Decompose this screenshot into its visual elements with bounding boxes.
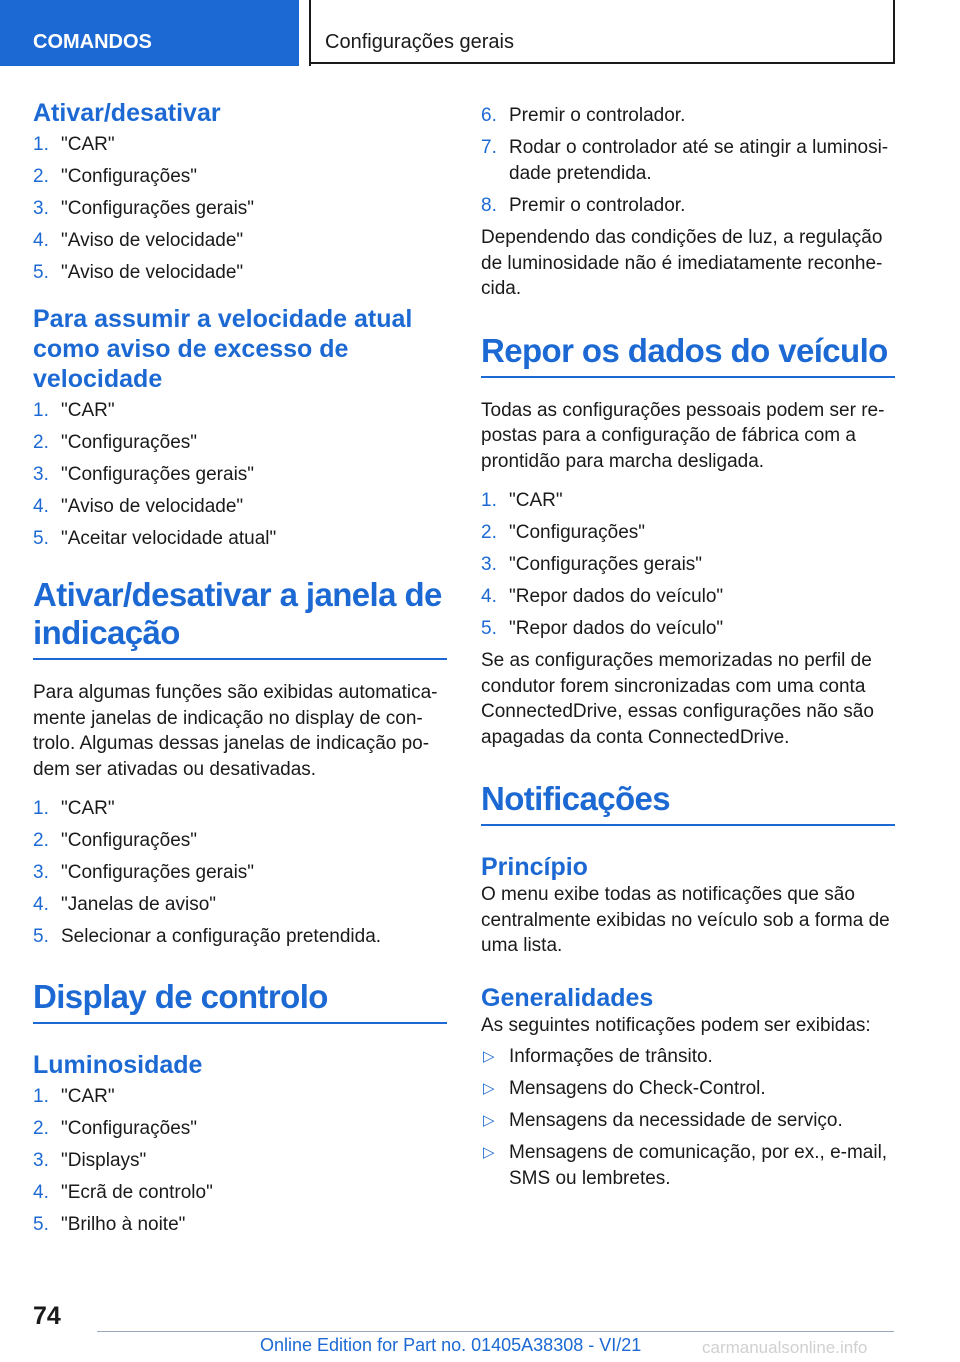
watermark-text: carmanualsonline.info (702, 1338, 868, 1357)
footer-edition: Online Edition for Part no. 01405A38308 - VI/21 (260, 1335, 642, 1355)
chapter-title: Configurações gerais (311, 0, 895, 64)
list-item: 1. "CAR" (33, 798, 115, 819)
heading-assumir-velocidade: Para assumir a velocidade atual como aviso de excesso de velocidade (33, 305, 413, 393)
steps-list-5 (481, 488, 895, 642)
list-item: ▷ Mensagens do Check-Control. (481, 1076, 895, 1102)
triangle-bullet-icon: ▷ (483, 1080, 495, 1097)
list-item: 2. "Configurações" (481, 522, 646, 543)
list-item: 1. "CAR" (33, 134, 115, 155)
heading-principio: Princípio (481, 853, 588, 881)
list-item: 4. "Ecrã de controlo" (33, 1182, 213, 1203)
list-item: 3. "Configurações gerais" (33, 862, 255, 883)
heading-display-controlo: Display de controlo (33, 978, 447, 1024)
list-item: ▷ Mensagens de comunicação, por ex., e-mail, SMS ou lembretes. (483, 1142, 888, 1189)
section-tab: COMANDOS (0, 0, 299, 66)
list-item: 4. "Aviso de velocidade" (33, 230, 244, 251)
list-item: 5. "Aviso de velocidade" (33, 262, 244, 283)
left-column (33, 98, 447, 1244)
heading-repor-dados: Repor os dados do veículo (481, 332, 895, 378)
paragraph-janela: Para algumas funções são exibidas automatica-mente janelas de indicação no display de con-trolo. Algumas dessas janelas de indicação po-dem ser ativadas ou desativadas. (33, 682, 438, 780)
list-item: 4. "Repor dados do veículo" (481, 586, 724, 607)
steps-list-1 (33, 132, 447, 286)
paragraph-luminosidade: Dependendo das condições de luz, a regulação de luminosidade não é imediatamente reconhe-cida. (481, 227, 883, 299)
list-item: 2. "Configurações" (33, 1118, 198, 1139)
list-item: 4. "Aviso de velocidade" (33, 496, 244, 517)
list-item: 1. "CAR" (481, 490, 563, 511)
steps-list-4 (33, 1084, 447, 1238)
list-item: 5. Selecionar a configuração pretendida. (33, 926, 382, 947)
paragraph-repor: Todas as configurações pessoais podem ser re-postas para a configuração de fábrica com a prontidão para marcha desligada. (481, 399, 885, 472)
triangle-bullet-icon: ▷ (483, 1048, 495, 1065)
steps-list-3 (33, 796, 447, 950)
heading-generalidades: Generalidades (481, 983, 654, 1012)
heading-notificacoes: Notificações (481, 780, 895, 826)
list-item: 8. Premir o controlador. (481, 195, 686, 216)
list-item: 3. "Configurações gerais" (481, 554, 703, 575)
list-item: ▷ Informações de trânsito. (481, 1044, 895, 1070)
list-item: 1. "CAR" (33, 400, 115, 421)
triangle-bullet-icon: ▷ (483, 1112, 495, 1129)
list-item: 2. "Configurações" (33, 166, 198, 187)
footer-divider (97, 1331, 894, 1332)
list-item: 5. "Repor dados do veículo" (481, 618, 724, 639)
paragraph-connecteddrive: Se as configurações memorizadas no perfil de condutor forem sincronizadas com uma conta ConnectedDrive, essas configurações não são apagadas da conta ConnectedDrive. (481, 650, 874, 748)
list-item: 5. "Brilho à noite" (33, 1214, 186, 1235)
list-item: 3. "Configurações gerais" (33, 464, 255, 485)
list-item: 2. "Configurações" (33, 830, 198, 851)
steps-list-2 (33, 398, 447, 552)
list-item: 1. "CAR" (33, 1086, 115, 1107)
list-item: 7. Rodar o controlador até se atingir a luminosi-dade pretendida. (481, 137, 889, 184)
heading-ativar-desativar: Ativar/desativar (33, 99, 221, 127)
heading-janela-indicacao: Ativar/desativar a janela de indicação (33, 576, 447, 660)
bullet-list-notificacoes (481, 1044, 895, 1192)
page-header (0, 0, 960, 66)
list-item: 6. Premir o controlador. (481, 105, 686, 126)
triangle-bullet-icon: ▷ (483, 1144, 495, 1161)
paragraph-principio: O menu exibe todas as notificações que são centralmente exibidas no veículo sob a forma de uma lista. (481, 884, 890, 956)
page-number: 74 (33, 1302, 61, 1330)
right-column (481, 103, 895, 1198)
steps-list-4-continued (481, 103, 895, 219)
heading-luminosidade: Luminosidade (33, 1051, 203, 1079)
list-item: 5. "Aceitar velocidade atual" (33, 528, 277, 549)
list-item: 2. "Configurações" (33, 432, 198, 453)
list-item: 4. "Janelas de aviso" (33, 894, 217, 915)
list-item: 3. "Configurações gerais" (33, 198, 255, 219)
list-item: 3. "Displays" (33, 1150, 147, 1171)
list-item: ▷ Mensagens da necessidade de serviço. (481, 1108, 895, 1134)
paragraph-generalidades: As seguintes notificações podem ser exibidas: (481, 1014, 871, 1036)
